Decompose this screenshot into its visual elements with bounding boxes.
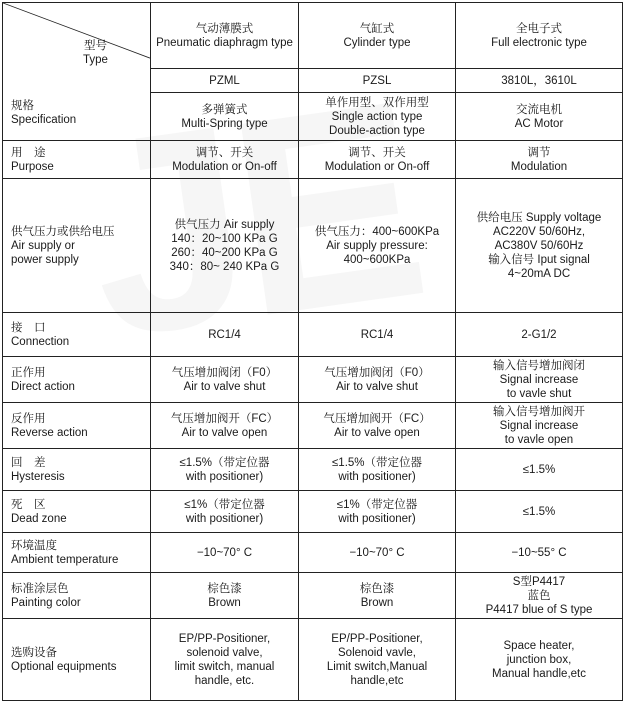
row-direct <box>3 357 623 403</box>
sub-action: 单作用型、双作用型 Single action type Double-action type <box>299 93 456 141</box>
cell: RC1/4 <box>151 313 299 357</box>
cell: 输入信号增加阀闭 Signal increase to vavle shut <box>456 357 623 403</box>
header-corner <box>3 3 151 141</box>
cell: EP/PP-Positioner, Solenoid vavle, Limit switch,Manual handle,etc <box>299 619 456 701</box>
cell: −10~70° C <box>151 533 299 573</box>
cell: ≤1.5% <box>456 449 623 491</box>
cell: 输入信号增加阀开 Signal increase to vavle open <box>456 403 623 449</box>
cell: ≤1.5%（带定位器 with positioner) <box>151 449 299 491</box>
label-reverse: 反作用 Reverse action <box>3 403 151 449</box>
cell: 调节、开关 Modulation or On-off <box>151 141 299 179</box>
type-label: 型号 Type <box>83 40 108 66</box>
sub-multispring: 多弹簧式 Multi-Spring type <box>151 93 299 141</box>
col-cylinder-header: 气缸式 Cylinder type <box>299 3 456 69</box>
cell: 气压增加阀开（FC） Air to valve open <box>299 403 456 449</box>
cell: 供给电压 Supply voltage AC220V 50/60Hz, AC380V 50/60Hz 输入信号 Iput signal 4~20mA DC <box>456 179 623 313</box>
cell: Space heater, junction box, Manual handle,etc <box>456 619 623 701</box>
label-supply: 供气压力或供给电压 Air supply or power supply <box>3 179 151 313</box>
col-electronic-header: 全电子式 Full electronic type <box>456 3 623 69</box>
row-purpose <box>3 141 623 179</box>
row-reverse <box>3 403 623 449</box>
row-connection <box>3 313 623 357</box>
row-ambient <box>3 533 623 573</box>
row-supply <box>3 179 623 313</box>
model-pzml: PZML <box>151 69 299 93</box>
cell: 棕色漆 Brown <box>299 573 456 619</box>
model-pzsl: PZSL <box>299 69 456 93</box>
col-pneumatic-header: 气动薄膜式 Pneumatic diaphragm type <box>151 3 299 69</box>
cell: S型P4417 蓝色 P4417 blue of S type <box>456 573 623 619</box>
row-deadzone <box>3 491 623 533</box>
cell: 气压增加阀闭（F0） Air to valve shut <box>151 357 299 403</box>
model-3810l: 3810L，3610L <box>456 69 623 93</box>
spec-label: 规格 Specification <box>11 100 77 126</box>
cell: 调节、开关 Modulation or On-off <box>299 141 456 179</box>
cell: 2-G1/2 <box>456 313 623 357</box>
label-connection: 接 口 Connection <box>3 313 151 357</box>
cell: 棕色漆 Brown <box>151 573 299 619</box>
label-purpose: 用 途 Purpose <box>3 141 151 179</box>
cell: 气压增加阀闭（F0） Air to valve shut <box>299 357 456 403</box>
label-direct: 正作用 Direct action <box>3 357 151 403</box>
sub-acmotor: 交流电机 AC Motor <box>456 93 623 141</box>
cell: −10~55° C <box>456 533 623 573</box>
row-painting <box>3 573 623 619</box>
spec-table <box>2 2 623 701</box>
row-hysteresis <box>3 449 623 491</box>
cell: 调节 Modulation <box>456 141 623 179</box>
cell: 气压增加阀开（FC） Air to valve open <box>151 403 299 449</box>
cell: ≤1%（带定位器 with positioner) <box>151 491 299 533</box>
cell: ≤1%（带定位器 with positioner) <box>299 491 456 533</box>
cell: RC1/4 <box>299 313 456 357</box>
cell: −10~70° C <box>299 533 456 573</box>
header-row-type <box>3 3 623 69</box>
cell: ≤1.5% <box>456 491 623 533</box>
label-optional: 选购设备 Optional equipments <box>3 619 151 701</box>
label-deadzone: 死 区 Dead zone <box>3 491 151 533</box>
label-hysteresis: 回 差 Hysteresis <box>3 449 151 491</box>
label-painting: 标准涂层色 Painting color <box>3 573 151 619</box>
cell: 供气压力：400~600KPa Air supply pressure: 400~600KPa <box>299 179 456 313</box>
label-ambient: 环境温度 Ambient temperature <box>3 533 151 573</box>
row-optional <box>3 619 623 701</box>
cell: 供气压力 Air supply 140：20~100 KPa G 260：40~200 KPa G 340：80~ 240 KPa G <box>151 179 299 313</box>
cell: EP/PP-Positioner, solenoid valve, limit switch, manual handle, etc. <box>151 619 299 701</box>
cell: ≤1.5%（带定位器 with positioner) <box>299 449 456 491</box>
